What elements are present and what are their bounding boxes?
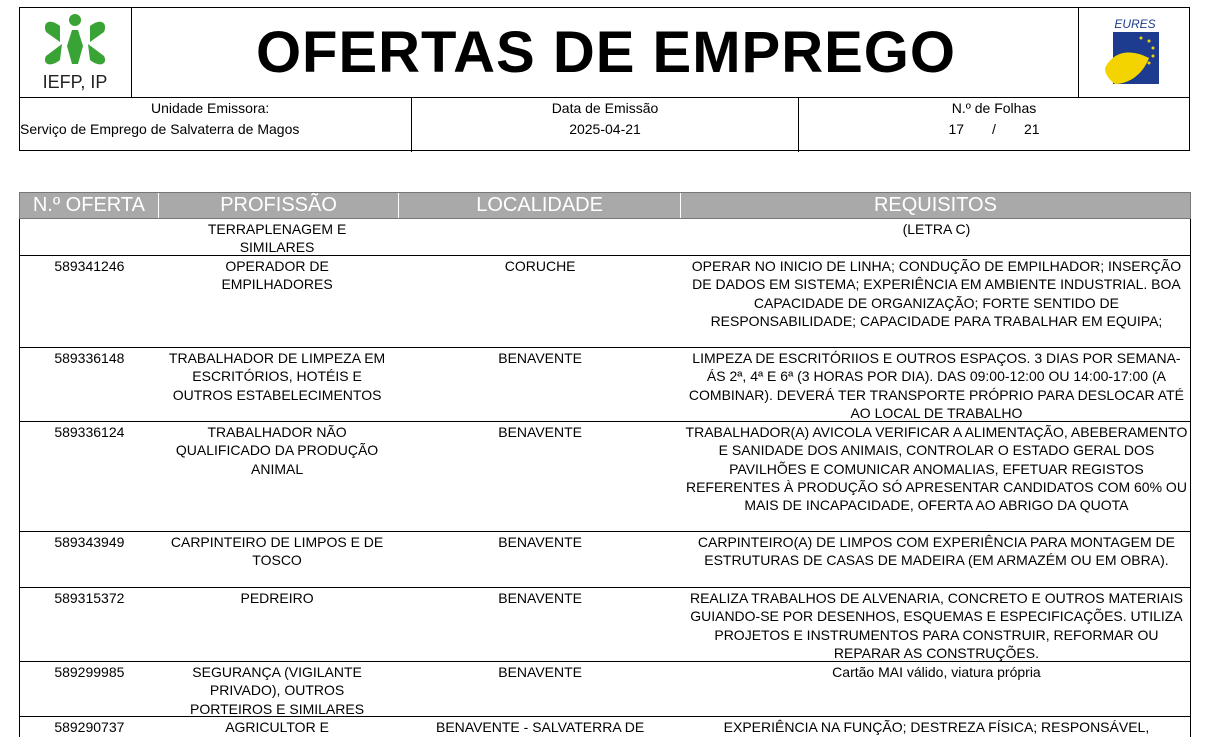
- unidade-emissora: [20, 98, 412, 152]
- cell-oferta: [20, 219, 159, 255]
- cell-profissao: OPERADOR DE EMPILHADORES: [221, 258, 333, 293]
- folhas-total: 21: [1023, 121, 1040, 137]
- cell-requisitos: OPERAR NO INICIO DE LINHA; CONDUÇÃO DE EMPILHADOR; INSERÇÃO DE DADOS EM SISTEMA; EXPERIÊNCIA EM AMBIENTE INDUSTRIAL. BOA CAPACIDADE DE ORGANIZAÇÃO; FORTE SENTIDO DE RESPONSABILIDADE; CAPACIDADE PARA TRABALHAR EM EQUIPA;: [691, 258, 1182, 329]
- cell-localidade: BENAVENTE: [498, 424, 583, 440]
- cell-localidade: BENAVENTE: [498, 664, 583, 680]
- column-header-requisitos: REQUISITOS: [873, 194, 997, 216]
- table-row: [20, 422, 1190, 532]
- unidade-value: Serviço de Emprego de Salvaterra de Magos: [20, 121, 300, 137]
- page-title: OFERTAS DE EMPREGO: [255, 20, 957, 85]
- column-header-oferta: N.º OFERTA: [20, 193, 159, 218]
- cell-localidade: BENAVENTE: [498, 350, 583, 366]
- cell-oferta: 589299985: [54, 664, 125, 680]
- iefp-logo: [20, 8, 132, 97]
- cell-oferta: 589343949: [54, 534, 125, 550]
- table-row: [20, 588, 1190, 662]
- cell-requisitos: Cartão MAI válido, viatura própria: [832, 664, 1041, 680]
- header-info-row: [20, 97, 1189, 152]
- iefp-logo-text: IEFP, IP: [42, 72, 108, 92]
- cell-requisitos: CARPINTEIRO(A) DE LIMPOS COM EXPERIÊNCIA PARA MONTAGEM DE ESTRUTURAS DE CASAS DE MADEIRA (EM ARMAZÉM OU EM OBRA).: [697, 534, 1175, 569]
- cell-localidade: BENAVENTE - SALVATERRA DE: [436, 719, 645, 735]
- iefp-logo-icon: [20, 8, 131, 97]
- data-value: 2025-04-21: [569, 121, 641, 137]
- offers-table: [19, 192, 1191, 737]
- table-row: [20, 662, 1190, 717]
- folhas-current: 17: [948, 121, 965, 137]
- numero-folhas: [799, 98, 1189, 152]
- eures-logo-icon: [1079, 8, 1189, 97]
- cell-oferta: 589336124: [54, 424, 125, 440]
- cell-localidade: CORUCHE: [504, 258, 576, 274]
- cell-oferta: 589290737: [54, 719, 125, 735]
- table-row: [20, 219, 1190, 256]
- table-row: [20, 717, 1190, 737]
- cell-profissao: AGRICULTOR E: [225, 719, 329, 735]
- folhas-separator: /: [992, 121, 996, 137]
- table-header: [19, 192, 1191, 219]
- table-row: [20, 256, 1190, 348]
- document-header: [19, 7, 1190, 151]
- cell-requisitos: REALIZA TRABALHOS DE ALVENARIA, CONCRETO E OUTROS MATERIAIS GUIANDO-SE POR DESENHOS, ESQUEMAS E ESPECIFICAÇÕES. UTILIZA PROJETOS E INSTRUMENTOS PARA CONSTRUIR, REFORMAR OU REPARAR AS CONSTRUÇÕES.: [689, 590, 1183, 661]
- cell-localidade: BENAVENTE: [498, 534, 583, 550]
- cell-profissao: TERRAPLENAGEM E SIMILARES: [207, 221, 347, 256]
- folhas-label: N.º de Folhas: [951, 100, 1037, 116]
- cell-profissao: SEGURANÇA (VIGILANTE PRIVADO), OUTROS PORTEIROS E SIMILARES: [190, 664, 365, 717]
- cell-requisitos: LIMPEZA DE ESCRITÓRIIOS E OUTROS ESPAÇOS. 3 DIAS POR SEMANA- ÁS 2ª, 4ª E 6ª (3 HORAS POR DIA). DAS 09:00-12:00 OU 14:00-17:00 (A COMBINAR). DEVERÁ TER TRANSPORTE PRÓPRIO PARA DESLOCAR ATÉ AO LOCAL DE TRABALHO: [688, 350, 1184, 421]
- cell-localidade: BENAVENTE: [498, 590, 583, 606]
- cell-profissao: PEDREIRO: [240, 590, 314, 606]
- eures-logo-text: EURES: [1114, 17, 1156, 31]
- cell-requisitos: TRABALHADOR(A) AVICOLA VERIFICAR A ALIMENTAÇÃO, ABEBERAMENTO E SANIDADE DOS ANIMAIS, CONTROLAR O ESTADO GERAL DOS PAVILHÕES E COMUNICAR ANOMALIAS, EFETUAR REGISTOS REFERENTES À PRODUÇÃO SÓ APRESENTAR CANDIDATOS COM 60% OU MAIS DE INCAPACIDADE, OFERTA AO ABRIGO DA QUOTA: [685, 424, 1188, 514]
- cell-profissao: CARPINTEIRO DE LIMPOS E DE TOSCO: [170, 534, 384, 569]
- cell-profissao: TRABALHADOR NÃO QUALIFICADO DA PRODUÇÃO ANIMAL: [175, 424, 379, 477]
- eures-logo: [1078, 8, 1189, 97]
- unidade-label: Unidade Emissora:: [151, 100, 270, 116]
- table-body: [19, 219, 1191, 737]
- cell-profissao: TRABALHADOR DE LIMPEZA EM ESCRITÓRIOS, HOTÉIS E OUTROS ESTABELECIMENTOS: [168, 350, 386, 403]
- folhas-value: [799, 121, 1189, 137]
- cell-requisitos: EXPERIÊNCIA NA FUNÇÃO; DESTREZA FÍSICA; RESPONSÁVEL,: [723, 719, 1150, 735]
- cell-oferta: 589341246: [54, 258, 125, 274]
- table-row: [20, 348, 1190, 422]
- cell-oferta: 589315372: [54, 590, 125, 606]
- column-header-localidade: LOCALIDADE: [399, 193, 681, 218]
- column-header-profissao: PROFISSÃO: [159, 193, 400, 218]
- data-emissao: [412, 98, 799, 152]
- data-label: Data de Emissão: [551, 100, 659, 116]
- table-row: [20, 532, 1190, 588]
- cell-oferta: 589336148: [54, 350, 125, 366]
- cell-requisitos: (LETRA C): [902, 221, 971, 237]
- cell-localidade: [399, 219, 681, 255]
